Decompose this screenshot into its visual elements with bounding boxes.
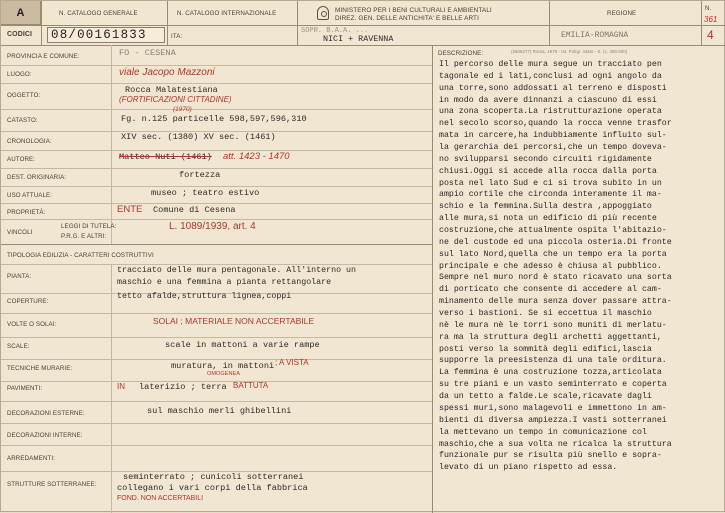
description-line: sul lato Nord,quella che un tempo era la porta [439, 249, 667, 259]
scale-label: SCALE: [7, 343, 30, 350]
sheet-letter: A [1, 1, 41, 25]
description-line: maschio,che a sua volta ne ricalca la struttura [439, 439, 672, 449]
description-line: ampio cortile che circonda interamente il ma- [439, 190, 662, 200]
description-line: chiusi.Oggi si accede alla rocca dalla porta [439, 166, 657, 176]
coperture-label: COPERTURE: [7, 298, 49, 305]
catalogo-generale-value: 08/00161833 [47, 27, 165, 43]
luogo-label: LUOGO: [7, 71, 32, 78]
oggetto-note: (FORTIFICAZIONI CITTADINE) [119, 95, 232, 104]
description-line: nè le mura nè le torri sono muniti di merlatu- [439, 320, 667, 330]
proprieta-value: Comune di Cesena [153, 205, 236, 215]
tecniche-note: ; A VISTA [275, 358, 309, 367]
description-line: costruzione,che attualmente ospita l'abitazio- [439, 226, 667, 236]
coperture-value: tetto afalde,struttura lignea,coppi [117, 292, 292, 301]
description-line: La femmina è una costruzione tozza,articolata [439, 368, 662, 378]
description-line: una zona scoperta.La ristrutturazione operata [439, 107, 662, 117]
uso-value: museo ; teatro estivo [151, 188, 260, 198]
pianta-value-1: tracciato delle mura pentagonale. All'interno un [117, 266, 356, 275]
leggi-label: LEGGI DI TUTELA: [61, 223, 117, 230]
catalogo-generale-label: N. CATALOGO GENERALE [59, 10, 138, 17]
description-line: la gerarchia dei percorsi,che un tempo doveva- [439, 143, 667, 153]
provincia-label: PROVINCIA E COMUNE: [7, 53, 80, 60]
header-divider [1, 25, 725, 26]
decor-interne-label: DECORAZIONI INTERNE: [7, 432, 83, 439]
descrizione-label: DESCRIZIONE: [438, 50, 484, 57]
strutture-label: STRUTTURE SOTTERRANEE: [7, 481, 97, 488]
pavimenti-value: laterizio ; terra [139, 382, 227, 392]
description-line: levato di un piano rispetto ad essa. [439, 463, 618, 473]
tecniche-label: TECNICHE MURARIE: [7, 365, 73, 372]
description-line: tagonale ed i lati,conclusi ad ogni angolo da [439, 71, 662, 81]
ministero-line-1: MINISTERO PER I BENI CULTURALI E AMBIENTALI [335, 7, 492, 14]
description-line: su tre piani e un vasto seminterrato e coperta [439, 380, 667, 390]
decor-esterne-value: sul maschio merli ghibellini [147, 406, 292, 416]
description-line: Sempre nel muro nord è stato ricavato una sorta [439, 273, 672, 283]
catalogo-internazionale-label: N. CATALOGO INTERNAZIONALE [177, 10, 277, 17]
pianta-value-2: maschio e una femmina a pianta rettangolare [117, 278, 332, 287]
description-line: funzionale pur se risulta più snello e sopra- [439, 451, 662, 461]
description-line: principale e che adesso è chiusa al pubblico. [439, 261, 662, 271]
ente-faint: SOPR. B.A.A. ... [301, 27, 369, 35]
pavimenti-note: BATTUTA [233, 381, 269, 390]
pavimenti-hand: IN [117, 382, 125, 391]
uso-label: USO ATTUALE: [7, 192, 53, 199]
autore-label: AUTORE: [7, 156, 36, 163]
description-line: una torre,sono addossati al terreno e disposti [439, 83, 667, 93]
description-line: bienti di diversa ampiezza.I vasti sotterranei [439, 415, 667, 425]
regione-value: EMILIA-ROMAGNA [561, 31, 629, 40]
n-value: 361 [704, 15, 718, 24]
description-line: ra ma la struttura degli archetti aggettanti, [439, 332, 662, 342]
catasto-value: Fg. n.125 particelle 598,597,596,310 [121, 114, 307, 124]
ministero-line-2: DIREZ. GEN. DELLE ANTICHITA' E BELLE ARTI [335, 15, 479, 22]
dest-label: DEST. ORIGINARIA: [7, 174, 67, 181]
strutture-value-1: seminterrato ; cunicoli sotterranei [123, 472, 304, 482]
luogo-value: viale Jacopo Mazzoni [119, 67, 215, 78]
description-line: Il percorso delle mura segue un tracciato pen [439, 60, 662, 69]
description-line: mata in carcere,ha indubbiamente influito sul- [439, 131, 667, 141]
description-line: posta nel lato Sud e ci si trova subito in un [439, 178, 662, 188]
proprieta-label: PROPRIETÀ: [7, 209, 46, 216]
provincia-value: FO - CESENA [119, 48, 176, 58]
pianta-label: PIANTA: [7, 273, 32, 280]
tecniche-value: muratura, in mattoni [171, 361, 275, 371]
description-line: no svilupparsi secondo circuiti rigidamente [439, 154, 652, 164]
cronologia-label: CRONOLOGIA: [7, 138, 52, 145]
ita-label: ITA: [171, 33, 183, 40]
arredamenti-label: ARREDAMENTI: [7, 455, 55, 462]
catasto-label: CATASTO: [7, 117, 38, 124]
sheet-number: 4 [707, 28, 714, 42]
description-line: posti verso la sommità degli edifici,lascia [439, 344, 652, 354]
cronologia-value: XIV sec. (1380) XV sec. (1461) [121, 132, 276, 142]
republic-emblem-icon [317, 6, 329, 20]
description-line: di porticato che consente di accedere al cam- [439, 285, 662, 295]
regione-label: REGIONE [607, 10, 637, 17]
prg-label: P.R.G. E ALTRI: [61, 233, 107, 240]
description-line: da un tetto a falde.Le scale,ricavate dagli [439, 392, 652, 402]
description-text [439, 59, 723, 474]
description-line: nel secolo scorso,quando la rocca venne trasfor [439, 119, 672, 129]
catasto-note: (1970) [173, 106, 192, 113]
autore-note: att. 1423 - 1470 [223, 151, 290, 162]
header-bottom-divider [1, 45, 725, 46]
description-line: alle mura,si nota un edificio di più recente [439, 214, 657, 224]
tipologia-label: TIPOLOGIA EDILIZIA - CARATTERI COSTRUTTIVI [7, 252, 154, 259]
description-line: ne del custode ed una piccola osteria.Di fronte [439, 237, 672, 247]
description-line: la mettevano un tempo in comunicazione col [439, 427, 647, 437]
volte-label: VOLTE O SOLAI: [7, 321, 57, 328]
volte-value: SOLAI ; MATERIALE NON ACCERTABILE [153, 316, 315, 326]
dest-value: fortezza [179, 170, 221, 180]
description-line: verso i bastioni. Se si eccettua il maschio [439, 309, 652, 319]
scale-value: scale in mattoni a varie rampe [165, 340, 320, 350]
column-divider [432, 45, 433, 513]
description-line: schio e la femmina.Sulla destra ,appoggiato [439, 202, 652, 212]
description-line: minamento delle mura senza dover passare attra- [439, 297, 672, 307]
leggi-value: L. 1089/1939, art. 4 [169, 221, 256, 232]
strutture-note: FOND. NON ACCERTABILI [117, 495, 204, 502]
decor-esterne-label: DECORAZIONI ESTERNE: [7, 410, 85, 417]
description-line: supporre la preesistenza di una tale orditura. [439, 356, 667, 366]
n-label: N. [705, 5, 712, 12]
description-line: in modo da avere dinnanzi a ciascuno di essi [439, 95, 657, 105]
vincoli-label: VINCOLI [7, 229, 33, 236]
oggetto-label: OGGETTO: [7, 92, 41, 99]
print-info: (2605277) Roma, 1975 - Ist. Polígr. Stato - S. (c. 400.000) [511, 49, 628, 54]
oggetto-value: Rocca Malatestiana [125, 85, 218, 95]
proprieta-hand: ENTE [117, 204, 143, 215]
pavimenti-label: PAVIMENTI: [7, 385, 43, 392]
description-line: spessi muri,sono malagevoli e immettono in am- [439, 403, 667, 413]
autore-value: Matteo Nuti (1461) [119, 152, 212, 162]
strutture-value-2: collegano i vari corpi della fabbrica [117, 483, 308, 493]
ente-typed: NICI + RAVENNA [323, 34, 394, 44]
tecniche-note-2: OMOGENEA [207, 371, 240, 377]
codici-label: CODICI [7, 31, 33, 38]
